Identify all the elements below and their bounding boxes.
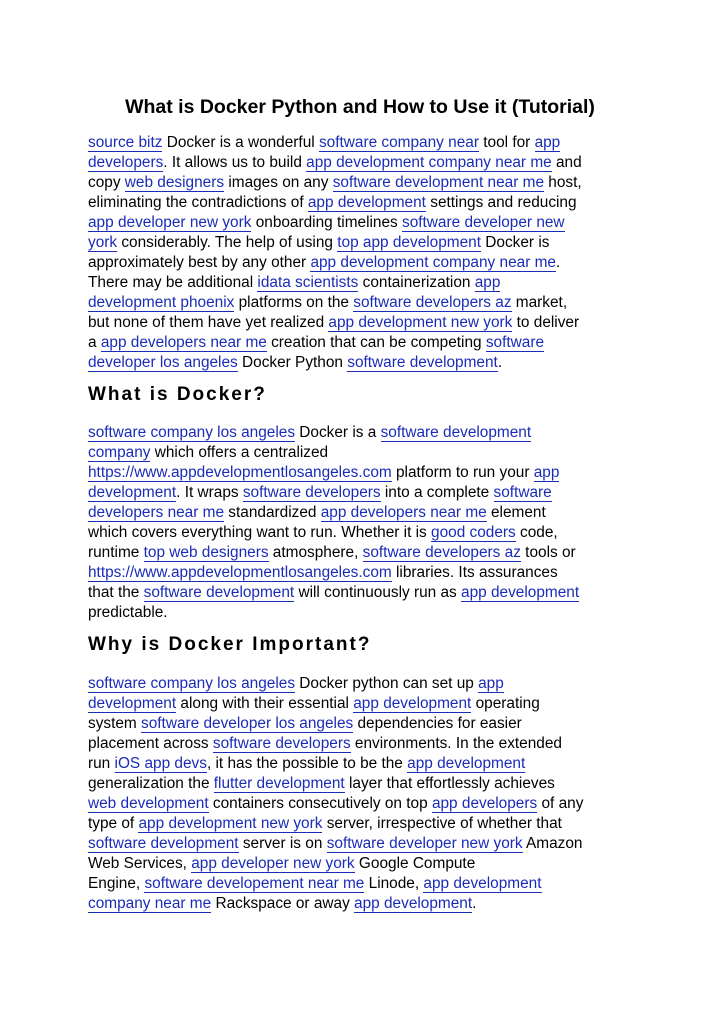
inline-link[interactable]: development [88,484,177,501]
text-line [88,273,648,293]
body-text: . It allows us to build [163,154,307,171]
text-line [88,543,648,563]
page-title: What is Docker Python and How to Use it (Tutorial) [125,96,595,118]
what-is-docker-paragraph [88,423,648,623]
body-text: into a complete [380,484,494,501]
body-text: . It wraps [176,484,243,501]
inline-link[interactable]: software development near me [332,174,545,191]
inline-link[interactable]: app [474,274,501,291]
inline-link[interactable]: app development company near me [306,154,552,171]
inline-link[interactable]: development phoenix [88,294,235,311]
body-text: a [88,334,101,351]
body-text: . [472,895,477,912]
body-text: Linode, [364,875,424,892]
inline-link[interactable]: app developers near me [320,504,487,521]
text-line [88,503,648,523]
body-text: platforms on the [234,294,354,311]
body-text: code, [515,524,558,541]
body-text: platform to run your [391,464,534,481]
text-line [88,463,648,483]
text-line [88,293,648,313]
text-line [88,583,648,603]
inline-link[interactable]: york [88,234,118,251]
text-line [88,253,648,273]
inline-link[interactable]: https://www.appdevelopmentlosangeles.com [88,464,392,481]
inline-link[interactable]: software developer new [402,214,565,231]
body-text: element [486,504,546,521]
body-text: server is on [238,835,327,852]
body-text: Docker is a [295,424,381,441]
text-line [88,233,648,253]
inline-link[interactable]: software development [347,354,498,371]
text-line [88,794,648,814]
inline-link[interactable]: app [478,675,504,692]
inline-link[interactable]: software developers [242,484,381,501]
body-text: of any [537,795,584,812]
body-text: Amazon [522,835,583,852]
inline-link[interactable]: software developers az [362,544,521,561]
inline-link[interactable]: developers near me [88,504,225,521]
body-text: host, [544,174,582,191]
body-text: Web Services, [88,855,192,872]
body-text: placement across [88,735,213,752]
why-docker-important-paragraph [88,674,648,914]
body-text: layer that effortlessly achieves [344,775,555,792]
text-line [88,734,648,754]
text-line [88,834,648,854]
inline-link[interactable]: software development [380,424,532,441]
text-line [88,714,648,734]
inline-link[interactable]: app development new york [138,815,323,832]
body-text: market, [511,294,568,311]
inline-link[interactable]: app [534,134,561,151]
inline-link[interactable]: app development [353,695,472,712]
inline-link[interactable]: software developement near me [144,875,365,892]
text-line [88,193,648,213]
text-line [88,854,648,874]
body-text: copy [88,174,125,191]
text-line [88,213,648,233]
inline-link[interactable]: app development [461,584,580,601]
inline-link[interactable]: company [88,444,151,461]
text-line [88,774,648,794]
body-text: creation that can be competing [266,334,486,351]
inline-link[interactable]: app developer new york [191,855,355,872]
inline-link[interactable]: software developers az [353,294,512,311]
body-text: which offers a centralized [150,444,329,461]
body-text: containers consecutively on top [208,795,432,812]
inline-link[interactable]: software developer los angeles [141,715,354,732]
body-text: to deliver [512,314,580,331]
inline-link[interactable]: flutter development [213,775,345,792]
body-text: predictable. [88,604,168,621]
inline-link[interactable]: top app development [337,234,482,251]
inline-link[interactable]: app developers near me [100,334,267,351]
text-line [88,754,648,774]
body-text: approximately best by any other [88,254,311,271]
intro-paragraph [88,133,648,373]
body-text: tools or [520,544,576,561]
body-text: along with their essential [176,695,354,712]
inline-link[interactable]: software company los angeles [88,424,296,441]
inline-link[interactable]: iOS app devs [114,755,207,772]
body-text: onboarding timelines [251,214,402,231]
body-text: but none of them have yet realized [88,314,329,331]
inline-link[interactable]: developer los angeles [88,354,238,371]
body-text: Engine, [88,875,145,892]
inline-link[interactable]: software [485,334,545,351]
text-line [88,603,648,623]
body-text: environments. In the extended [350,735,562,752]
inline-link[interactable]: developers [88,154,164,171]
body-text: Rackspace or away [211,895,355,912]
text-line [88,313,648,333]
body-text: considerably. The help of using [117,234,338,251]
inline-link[interactable]: development [88,695,177,712]
inline-link[interactable]: https://www.appdevelopmentlosangeles.com [88,564,392,581]
inline-link[interactable]: source bitz [88,134,163,151]
body-text: . [497,354,503,371]
heading-why-docker-important: Why is Docker Important? [88,634,372,655]
inline-link[interactable]: top web designers [143,544,269,561]
body-text: Google Compute [354,855,476,872]
inline-link[interactable]: software developer new york [326,835,523,852]
body-text: . [555,254,561,271]
body-text: standardized [224,504,321,521]
heading-what-is-docker: What is Docker? [88,384,267,405]
text-line [88,814,648,834]
inline-link[interactable]: app development company near me [310,254,556,271]
inline-link[interactable]: app development [307,194,426,211]
inline-link[interactable]: software developers [212,735,351,752]
body-text: images on any [224,174,333,191]
inline-link[interactable]: company near me [88,895,212,912]
text-line [88,333,648,353]
inline-link[interactable]: app developer new york [88,214,252,231]
body-text: Docker is a wonderful [162,134,319,151]
inline-link[interactable]: software company los angeles [88,675,296,692]
inline-link[interactable]: software [493,484,552,501]
body-text: atmosphere, [268,544,363,561]
text-line [88,353,648,373]
body-text: containerization [358,274,475,291]
inline-link[interactable]: app development new york [328,314,513,331]
body-text: server, irrespective of whether that [322,815,562,832]
body-text: and [551,154,582,171]
inline-link[interactable]: idata scientists [257,274,359,291]
body-text: Docker is [481,234,550,251]
inline-link[interactable]: software development [88,835,239,852]
body-text: There may be additional [88,274,258,291]
body-text: will continuously run as [294,584,462,601]
text-line [88,674,648,694]
body-text: Docker Python [237,354,348,371]
text-line [88,173,648,193]
body-text: settings and reducing [425,194,577,211]
body-text: , it has the possible to be the [206,755,408,772]
text-line [88,443,648,463]
inline-link[interactable]: app development [407,755,526,772]
inline-link[interactable]: software development [143,584,295,601]
body-text: that the [88,584,144,601]
body-text: generalization the [88,775,214,792]
inline-link[interactable]: app development [423,875,542,892]
body-text: dependencies for easier [353,715,522,732]
body-text: Docker python can set up [295,675,479,692]
body-text: eliminating the contradictions of [88,194,308,211]
inline-link[interactable]: web development [88,795,209,812]
inline-link[interactable]: app developers [431,795,538,812]
text-line [88,563,648,583]
text-line [88,483,648,503]
body-text: system [88,715,142,732]
inline-link[interactable]: web designers [124,174,225,191]
text-line [88,694,648,714]
text-line [88,153,648,173]
body-text: which covers everything want to run. Whether it is [88,524,432,541]
inline-link[interactable]: good coders [431,524,516,541]
text-line [88,523,648,543]
body-text: runtime [88,544,144,561]
body-text: operating [471,695,540,712]
inline-link[interactable]: app development [354,895,473,912]
inline-link[interactable]: software company near [318,134,479,151]
text-line [88,874,648,894]
inline-link[interactable]: app [533,464,560,481]
body-text: run [88,755,115,772]
body-text: type of [88,815,139,832]
text-line [88,423,648,443]
text-line [88,894,648,914]
body-text: tool for [478,134,535,151]
text-line [88,133,648,153]
body-text: libraries. Its assurances [391,564,558,581]
